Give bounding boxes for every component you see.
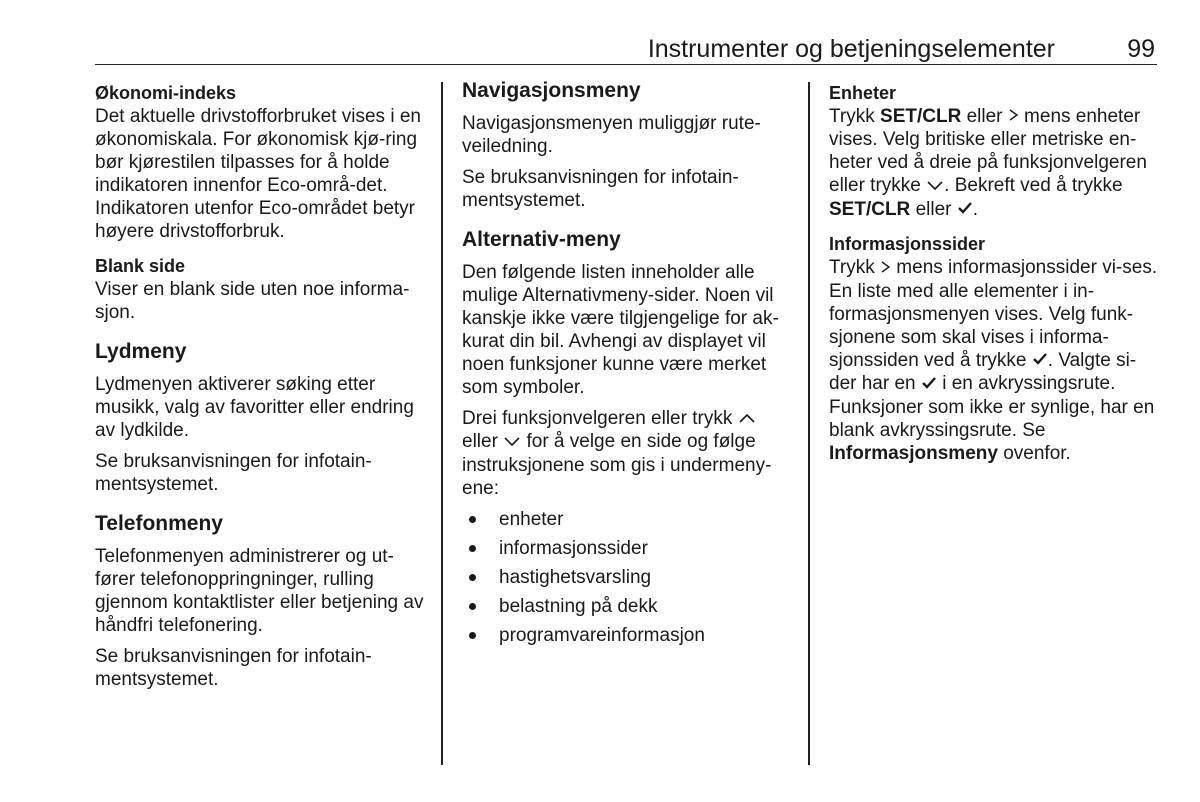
checkmark-icon — [921, 373, 937, 396]
list-item-label: belastning på dekk — [499, 595, 658, 617]
submenu-list — [462, 508, 787, 647]
list-item-label: hastighetsvarsling — [499, 566, 652, 588]
blank-page-text: Viser en blank side uten noe informa-sjon. — [95, 279, 410, 323]
list-item — [462, 566, 787, 589]
heading-audio-menu: Lydmeny — [95, 340, 187, 363]
heading-navigation-menu: Navigasjonsmeny — [462, 79, 641, 102]
section-title-eco-index: Økonomi-indeks — [95, 83, 237, 103]
set-clr-label: SET/CLR — [829, 198, 911, 220]
units-text-part: Trykk — [829, 106, 875, 127]
checkmark-icon — [1032, 349, 1048, 372]
column-middle — [462, 79, 787, 653]
units-text-part: . — [972, 198, 979, 220]
audio-menu-reference: Se bruksanvisningen for infotain-mentsystemet. — [95, 451, 372, 495]
column-divider — [808, 82, 810, 765]
section-title-info-pages: Informasjonssider — [829, 234, 986, 255]
instruction-part-2: eller — [462, 431, 498, 453]
bullet-icon — [469, 603, 476, 610]
bullet-icon — [469, 632, 476, 639]
chevron-down-icon — [926, 175, 944, 198]
section-title-units: Enheter — [829, 83, 897, 103]
list-item-label: enheter — [499, 508, 564, 530]
info-text-part: mens informasjonssider vi-ses. En liste med alle elementer i in-formasjonsmenyen vises. Velg funk-sjonene som skal vises i informa-sjonssiden ved å trykke — [829, 257, 1158, 371]
header-title: Instrumenter og betjeningselementer — [647, 35, 1055, 63]
section-title-blank-page: Blank side — [95, 256, 186, 276]
audio-menu-text: Lydmenyen aktiverer søking etter musikk, valg av favoritter eller endring av lydkilde. — [95, 374, 414, 441]
list-item — [462, 537, 787, 560]
instruction-part-1: Drei funksjonvelgeren eller trykk — [462, 408, 733, 429]
list-item-label: informasjonssider — [499, 537, 648, 559]
list-item-label: programvareinformasjon — [499, 624, 705, 646]
chevron-down-icon — [503, 431, 521, 454]
bullet-icon — [469, 516, 476, 523]
units-text-part: eller — [915, 198, 952, 220]
bullet-icon — [469, 574, 476, 581]
units-text-part: . Bekreft ved å trykke — [944, 175, 1123, 197]
eco-index-text: Det aktuelle drivstofforbruket vises i en økonomiskala. For økonomisk kjø-ring bør kjørestilen tilpasses for å holde indikatoren innenfor Eco-områ-det. Indikatoren utenfor Eco-området betyr høyere drivstofforbruk. — [95, 106, 421, 242]
navigation-menu-text: Navigasjonsmenyen muliggjør rute-veiledning. — [462, 113, 761, 157]
checkmark-icon — [957, 198, 973, 221]
set-clr-label: SET/CLR — [880, 106, 962, 127]
column-right — [829, 82, 1159, 473]
list-item — [462, 595, 787, 618]
alternative-menu-instructions — [462, 407, 787, 500]
units-text-part: mens enheter vises. Velg britiske eller metriske en-heter ved å dreie på funksjonvelgeren eller trykke — [829, 106, 1147, 197]
phone-menu-reference: Se bruksanvisningen for infotain-mentsystemet. — [95, 646, 372, 690]
page-header — [95, 34, 1157, 65]
info-menu-reference: Informasjonsmeny — [829, 442, 998, 464]
units-text-part: eller — [966, 106, 1003, 127]
heading-alternative-menu: Alternativ-meny — [462, 228, 621, 251]
info-text-part: . Valgte si-der har en — [829, 349, 1137, 395]
chevron-right-icon — [880, 257, 891, 280]
chevron-right-icon — [1008, 105, 1019, 128]
instruction-part-3: for å velge en side og følge instruksjonene som gis i undermeny-ene: — [462, 431, 772, 499]
bullet-icon — [469, 545, 476, 552]
page-number: 99 — [1127, 35, 1155, 63]
info-pages-text — [829, 256, 1159, 464]
list-item — [462, 508, 787, 531]
info-text-part: Trykk — [829, 257, 875, 279]
heading-phone-menu: Telefonmeny — [95, 512, 223, 535]
navigation-menu-reference: Se bruksanvisningen for infotain-mentsystemet. — [462, 167, 739, 211]
chevron-up-icon — [738, 407, 756, 430]
column-divider — [441, 82, 443, 765]
units-text — [829, 105, 1159, 221]
info-text-part: i en avkryssingsrute. Funksjoner som ikke er synlige, har en blank avkryssingsrute. Se — [829, 373, 1155, 441]
column-left — [95, 82, 425, 699]
list-item — [462, 624, 787, 647]
alternative-menu-text: Den følgende listen inneholder alle mulige Alternativmeny-sider. Noen vil kanskje ikke være tilgjengelige for ak-kurat din bil. Avhengi av displayet vil noen funksjoner kunne være merket som symboler. — [462, 262, 779, 398]
info-text-part: ovenfor. — [1003, 442, 1071, 464]
phone-menu-text: Telefonmenyen administrerer og ut-fører telefonoppringninger, rulling gjennom kontaktlister eller betjening av håndfri telefonering. — [95, 546, 424, 636]
